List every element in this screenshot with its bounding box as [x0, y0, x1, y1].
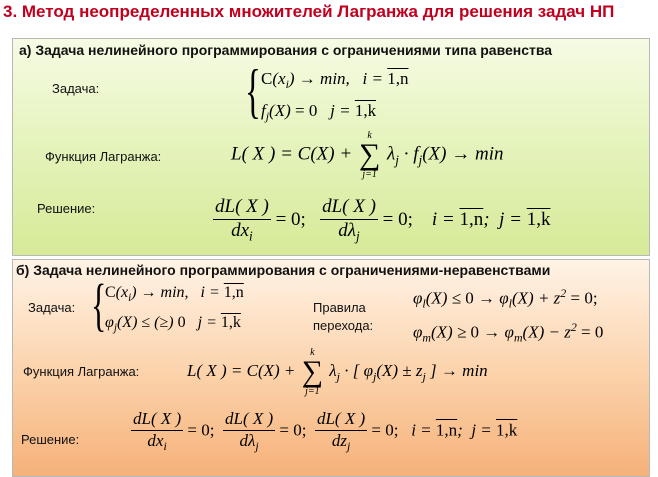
section-b-rule-1-formula: $\varphi_l(X) \le 0 \to \varphi_l(X) + z^2 = 0$;	[413, 286, 598, 311]
section-b-rules-label-2: перехода:	[313, 318, 374, 333]
section-b-rule-2-formula: $\varphi_m(X) \ge 0 \to \varphi_m(X) - z^2 = 0$	[413, 320, 604, 345]
section-a-lagrange-label: Функция Лагранжа:	[45, 149, 162, 164]
section-a-heading: а) Задача нелинейного программирования с ограничениями типа равенства	[19, 42, 553, 58]
slide-title: 3. Метод неопределенных множителей Лагранжа для решения задач НП	[3, 2, 615, 21]
section-b-lagrange-formula: L( X ) = C(X) + k ∑ j=1 $\lambda_j$ · [ $\varphi_j(X) \pm z_j$ ] → min	[187, 347, 488, 397]
section-b-constraint-formula: $\varphi_j(X)$ ≤ (≥) 0 j = 1,k	[105, 314, 241, 334]
section-b-lagrange-label: Функция Лагранжа:	[23, 364, 140, 379]
section-b-task-brace: {	[91, 272, 107, 337]
section-a-solution-formula: $\frac{dL( X )}{dx_i}$ = 0; $\frac{dL( X )}{d\lambda_j}$ = 0; i = 1,n; j = 1,k	[215, 196, 551, 244]
section-b-solution-label: Решение:	[21, 432, 80, 447]
section-a-lagrange-formula: L( X ) = C(X) + k ∑ j=1 $\lambda_j \cdot f_j(X) \to \min$	[231, 130, 504, 180]
section-b-panel	[12, 259, 650, 477]
section-a-solution-label: Решение:	[37, 201, 96, 216]
section-a-constraint-formula: $f_j(X) = 0$ j = 1,k	[261, 101, 377, 124]
section-a-task-label: Задача:	[52, 81, 100, 96]
section-b-heading: б) Задача нелинейного программирования с ограничениями-неравенствами	[16, 262, 551, 278]
section-a-panel	[12, 38, 650, 256]
section-b-rules-label-1: Правила	[313, 300, 366, 315]
section-b-objective-formula: $C(x_i) \to \min$, i = 1,n	[105, 284, 244, 304]
section-a-task-brace: {	[245, 58, 261, 124]
section-a-objective-formula: $C(x_i) \to \min$, i = 1,n	[261, 69, 409, 92]
section-b-task-label: Задача:	[28, 300, 76, 315]
section-b-solution-formula: $\frac{dL( X )}{dx_i}$ = 0; $\frac{dL( X )}{d\lambda_j}$ = 0; $\frac{dL( X )}{dz_j}$ = 0; i = 1,n; j = 1,k	[133, 409, 518, 453]
